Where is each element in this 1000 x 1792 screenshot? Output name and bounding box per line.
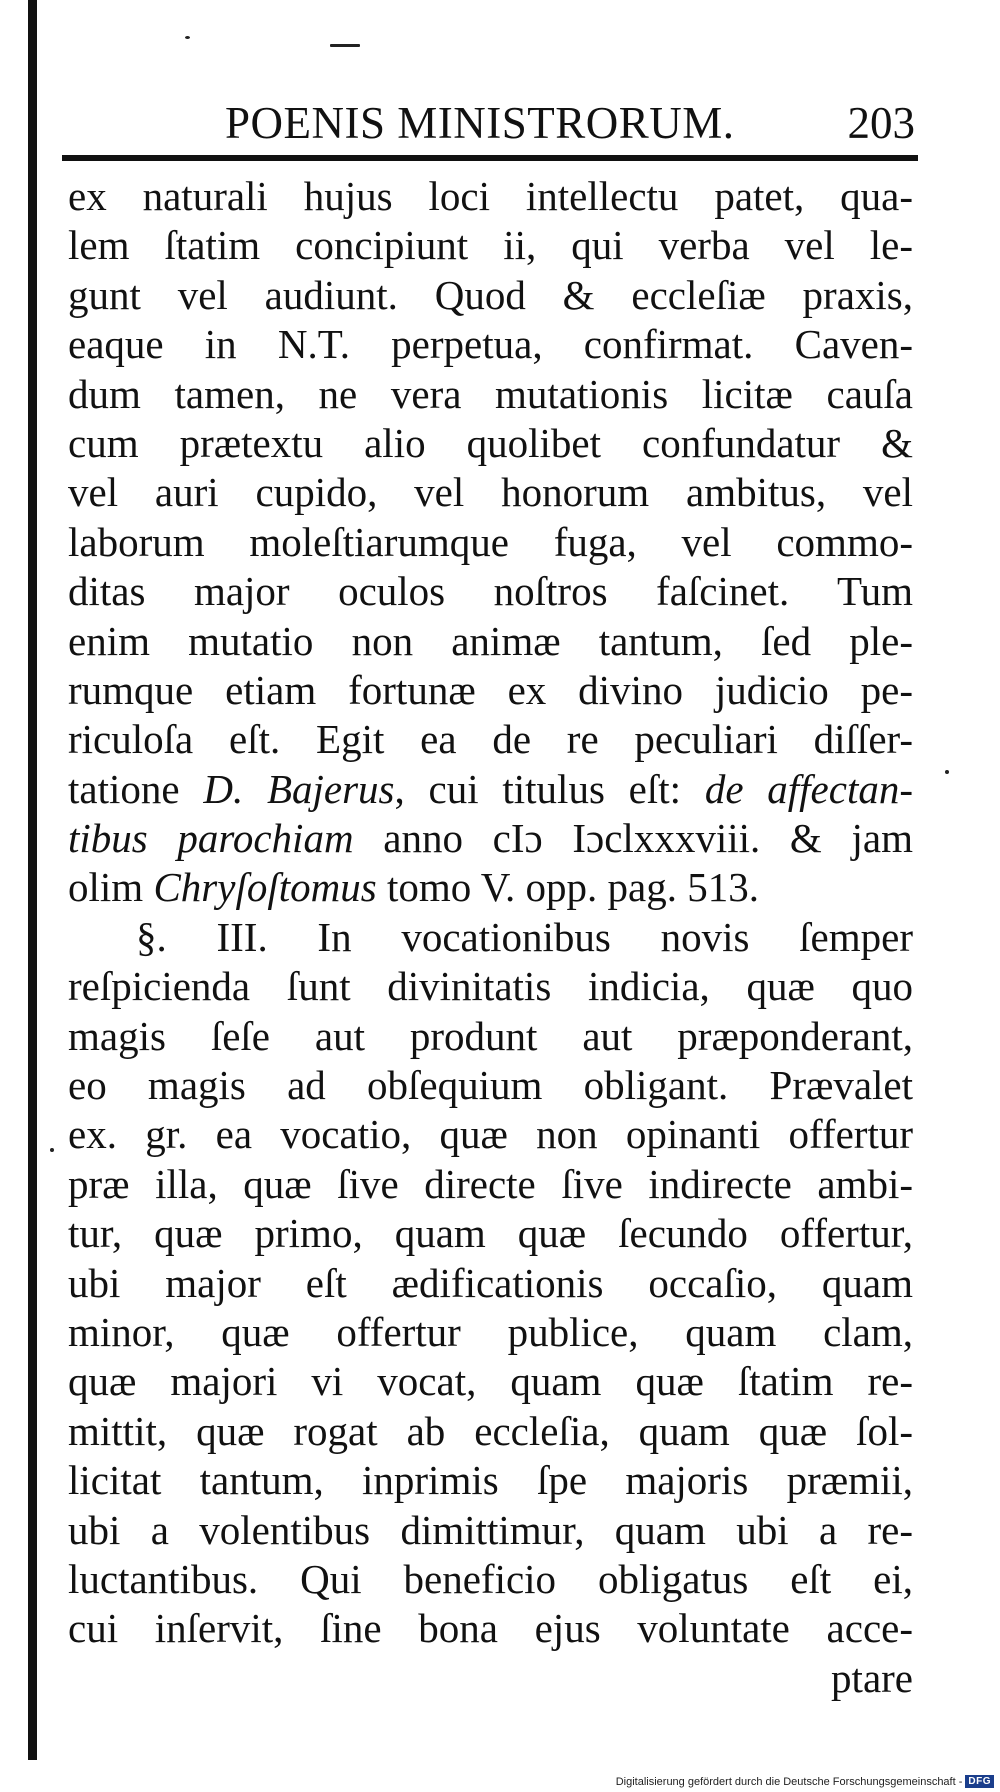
- scan-speck: [50, 1148, 54, 1152]
- text-run: , cui titulus eſt:: [394, 765, 705, 812]
- text-run: tatione: [68, 765, 204, 812]
- text-line: eo magis ad obſequium obligant. Prævalet: [68, 1062, 913, 1109]
- text-run: tomo V. opp. pag. 513.: [376, 864, 760, 911]
- text-line: [68, 814, 913, 863]
- scan-speck: [330, 44, 360, 47]
- text-line: dum tamen, ne vera mutationis licitæ cauſa: [68, 370, 913, 417]
- running-title: POENIS MINISTRORUM.: [225, 98, 735, 148]
- text-line: reſpicienda ſunt divinitatis indicia, quæ quo: [68, 963, 913, 1010]
- text-line: ex naturali hujus loci intellectu patet, qua-: [68, 173, 913, 219]
- dfg-logo: DFG: [965, 1775, 994, 1788]
- text-line: laborum moleſtiarumque fuga, vel commo-: [68, 518, 913, 565]
- text-line: ubi a volentibus dimittimur, quam ubi a re-: [68, 1506, 913, 1553]
- text-line: magis ſeſe aut produnt aut præponderant,: [68, 1012, 913, 1059]
- text-line: lem ſtatim concipiunt ii, qui verba vel le-: [68, 222, 913, 269]
- text-line: rumque etiam fortunæ ex divino judicio pe-: [68, 666, 913, 713]
- text-line: ditas major oculos noſtros faſcinet. Tum: [68, 568, 913, 615]
- text-line: cum prætextu alio quolibet confundatur &: [68, 419, 913, 466]
- credit-text: Digitalisierung gefördert durch die Deutsche Forschungsgemeinschaft -: [615, 1775, 963, 1788]
- text-line: [68, 765, 913, 814]
- text-line: enim mutatio non animæ tantum, ſed ple-: [68, 617, 913, 664]
- italic-name: Chryſoſtomus: [153, 864, 377, 911]
- paragraph-first-line: §. III. In vocationibus novis ſemper: [136, 913, 913, 960]
- text-line: cui inſervit, ſine bona ejus voluntate acce-: [68, 1605, 913, 1652]
- italic-title: tibus parochiam: [68, 815, 354, 862]
- text-line: tur, quæ primo, quam quæ ſecundo offertur,: [68, 1210, 913, 1257]
- scan-speck: [185, 36, 190, 39]
- page-edge-bar: [28, 0, 37, 1760]
- text-line: luctantibus. Qui beneficio obligatus eſt ei,: [68, 1555, 913, 1602]
- text-line: licitat tantum, inprimis ſpe majoris præmii,: [68, 1457, 913, 1504]
- italic-name: D. Bajerus: [203, 765, 395, 812]
- body-text: [68, 172, 913, 1703]
- text-line: gunt vel audiunt. Quod & eccleſiæ praxis,: [68, 271, 913, 318]
- running-header: [225, 98, 915, 148]
- digitization-credit: [616, 1775, 994, 1788]
- text-line: vel auri cupido, vel honorum ambitus, vel: [68, 469, 913, 516]
- header-rule: [62, 155, 918, 161]
- italic-title: de affectan-: [704, 765, 913, 812]
- text-line: eaque in N.T. perpetua, confirmat. Caven-: [68, 321, 913, 368]
- text-line: minor, quæ offertur publice, quam clam,: [68, 1308, 913, 1355]
- text-line: ubi major eſt ædificationis occaſio, quam: [68, 1259, 913, 1306]
- text-line: mittit, quæ rogat ab eccleſia, quam quæ ſol-: [68, 1407, 913, 1454]
- text-run: olim: [68, 864, 154, 911]
- catchword: ptare: [831, 1654, 913, 1701]
- text-run: anno cIɔ Iɔclxxxviii. & jam: [353, 815, 913, 862]
- text-line: ex. gr. ea vocatio, quæ non opinanti offertur: [68, 1111, 913, 1158]
- text-line: riculoſa eſt. Egit ea de re peculiari diſſer-: [68, 716, 913, 763]
- scan-speck: [945, 770, 949, 774]
- text-line: [68, 863, 913, 912]
- text-line: quæ majori vi vocat, quam quæ ſtatim re-: [68, 1358, 913, 1405]
- page-number: 203: [847, 98, 915, 148]
- text-line: præ illa, quæ ſive directe ſive indirecte ambi-: [68, 1160, 913, 1207]
